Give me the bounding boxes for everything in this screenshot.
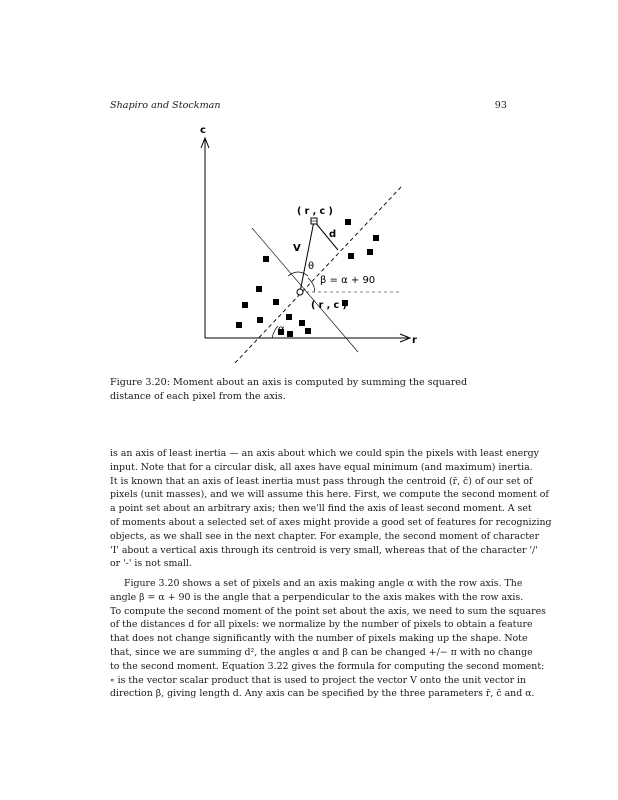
text-line: a point set about an arbitrary axis; then we'll find the axis of least second moment. A set [110,503,532,515]
text-line: to the second moment. Equation 3.22 gives the formula for computing the second moment: [110,660,545,672]
paragraph-1 [110,447,552,571]
theta-arc [288,272,308,276]
pixel-square [257,317,263,323]
text-line: angle β = α + 90 is the angle that a perpendicular to the axis makes with the row axis. [110,591,524,603]
pixel-square [242,302,248,308]
text-line: that, since we are summing d², the angles α and β can be changed +/− π with no change [110,646,533,658]
page-number: 93 [494,100,507,111]
pixel-square [263,256,269,262]
text-line: pixels (unit masses), and we will assume this here. First, we compute the second moment of [110,489,549,501]
text-line: Figure 3.20 shows a set of pixels and an axis making angle α with the row axis. The [124,578,523,589]
point-label-top: ( r , c ) [297,206,333,217]
text-line: To compute the second moment of the point set about the axis, we need to sum the squares [110,605,546,617]
text-line: 'I' about a vertical axis through its centroid is very small, whereas that of the character '/' [110,544,538,556]
running-title: Shapiro and Stockman [110,100,221,111]
pixel-square [348,253,354,259]
text-line: It is known that an axis of least inertia must pass through the centroid (r̄, c̄) of our set of [110,475,533,487]
text-line: objects, as we shall see in the next chapter. For example, the second moment of character [110,530,540,542]
pixel-square [305,328,311,334]
text-line: input. Note that for a circular disk, all axes have equal minimum (and maximum) inertia. [110,461,533,473]
pixel-square [256,286,262,292]
pixel-square [299,320,305,326]
text-line: direction β, giving length d. Any axis can be specified by the three parameters r̄, c̄ and α. [110,688,535,700]
text-line: that does not change significantly with the number of pixels making up the shape. Note [110,633,528,645]
axis-c-label: c [200,125,206,136]
pixel-square [286,314,292,320]
pixel-square [373,235,379,241]
label-beta: β = α + 90 [320,275,376,286]
text-line: is an axis of least inertia — an axis about which we could spin the pixels with least energy [110,448,539,459]
label-alpha: α [278,324,285,335]
axis-r-label: r [412,335,417,346]
label-d: d [329,229,337,240]
pixel-square [367,249,373,255]
paragraph-2 [110,577,546,701]
pixel-square [287,331,293,337]
pixel-square [236,322,242,328]
figure-caption: Figure 3.20: Moment about an axis is computed by summing the squared distance of each pixel from the axis. [110,377,468,402]
centroid-marker [297,289,303,295]
label-v: V [293,243,301,254]
figure-3-20 [180,118,440,378]
pixel-square [345,219,351,225]
text-line: ∘ is the vector scalar product that is used to project the vector V onto the unit vector in [110,674,527,686]
text-line: or '-' is not small. [110,558,192,570]
pixel-square [273,299,279,305]
label-theta: θ [308,261,315,272]
point-label-centroid: ( r , c ) [311,300,347,311]
text-line: of moments about a selected set of axes might provide a good set of features for recognizing [110,516,552,528]
text-line: of the distances d for all pixels: we normalize by the number of pixels to obtain a feature [110,619,533,631]
